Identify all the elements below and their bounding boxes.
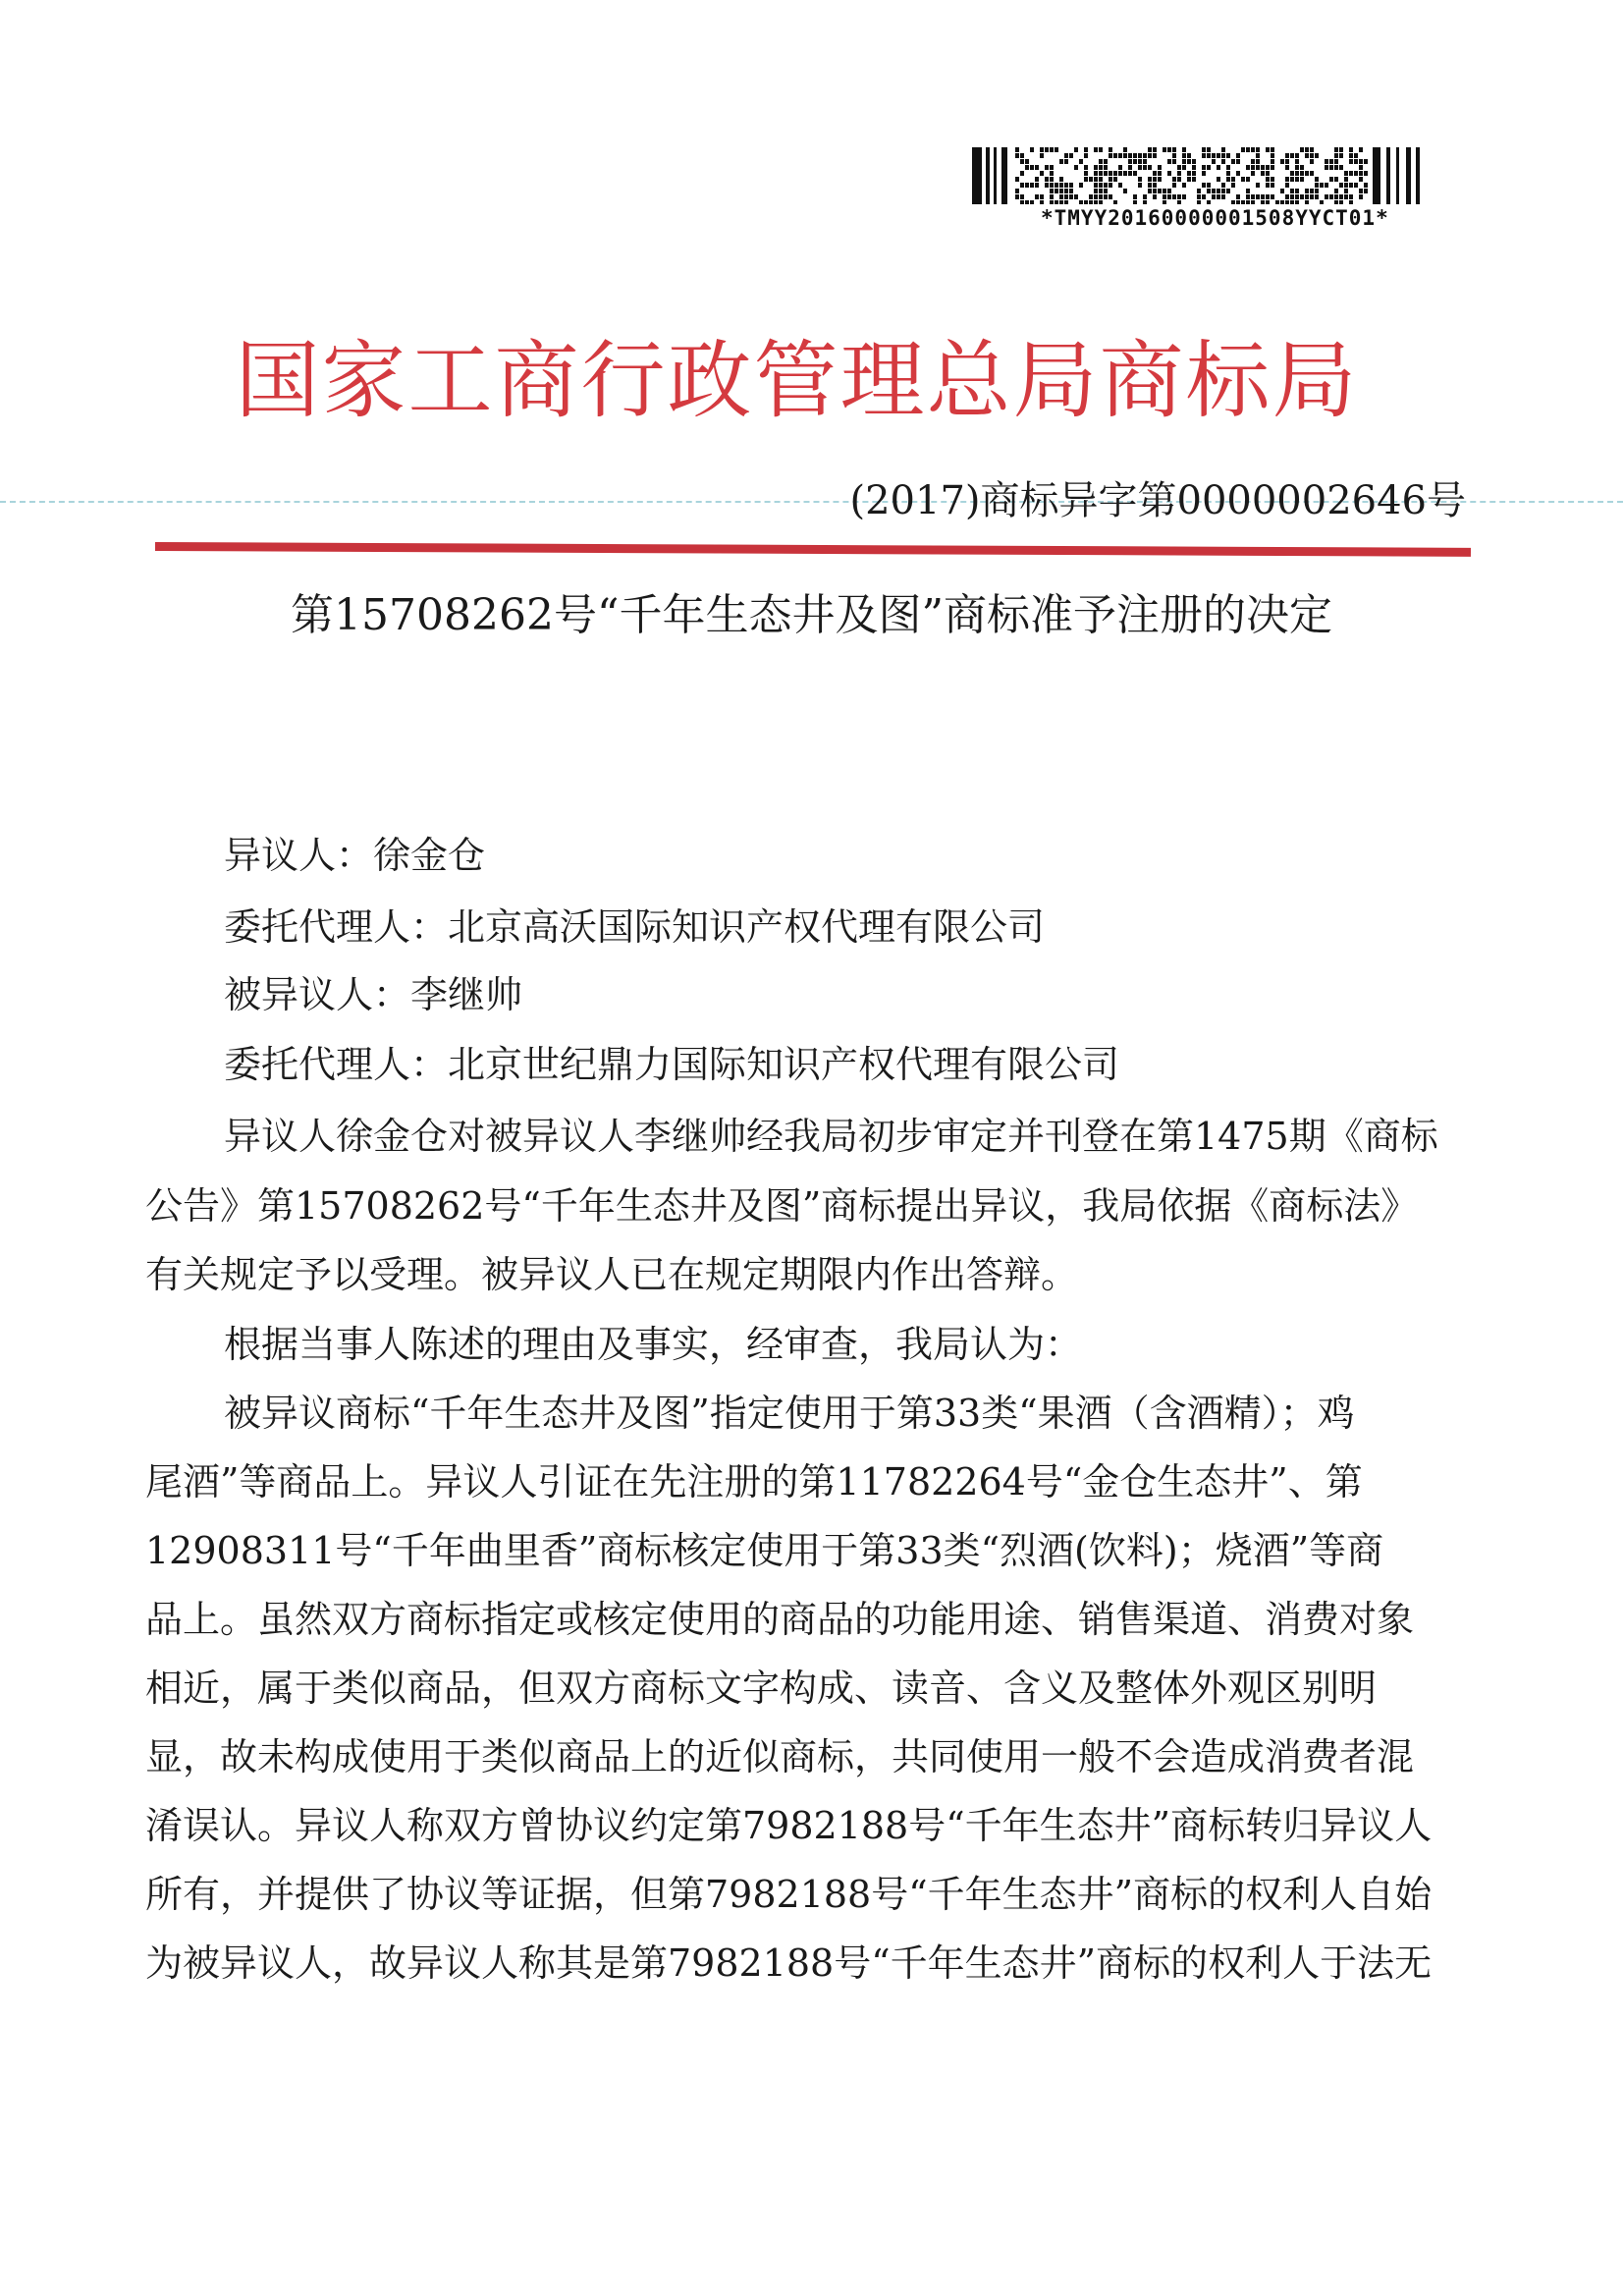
body-line: 尾酒”等商品上。异议人引证在先注册的第11782264号“金仓生态井”、第: [145, 1460, 1363, 1503]
body-line: 为被异议人，故异议人称其是第7982188号“千年生态井”商标的权利人于法无: [145, 1941, 1433, 1985]
body-line: 淆误认。异议人称双方曾协议约定第7982188号“千年生态井”商标转归异议人: [145, 1804, 1433, 1847]
body-line: 相近，属于类似商品，但双方商标文字构成、读音、含义及整体外观区别明: [145, 1667, 1378, 1710]
barcode-number: *TMYY20160000001508YYCT01*: [1041, 206, 1389, 230]
red-rule: [155, 542, 1471, 557]
body-line: 异议人徐金仓对被异议人李继帅经我局初步审定并刊登在第1475期《商标: [224, 1115, 1438, 1158]
party-value: 北京高沃国际知识产权代理有限公司: [448, 905, 1046, 949]
party-value: 北京世纪鼎力国际知识产权代理有限公司: [448, 1043, 1120, 1086]
party-value: 徐金仓: [373, 834, 486, 877]
body-line: 根据当事人陈述的理由及事实，经审查，我局认为：: [224, 1323, 1083, 1366]
party-label: 异议人：: [224, 834, 374, 877]
body-line: 所有，并提供了协议等证据，但第7982188号“千年生态井”商标的权利人自始: [145, 1873, 1433, 1916]
party-label: 被异议人：: [224, 973, 411, 1016]
party-label: 委托代理人：: [224, 905, 449, 949]
body-line: 被异议商标“千年生态井及图”指定使用于第33类“果酒（含酒精）；鸡: [224, 1392, 1355, 1435]
body-line: 12908311号“千年曲里香”商标核定使用于第33类“烈酒(饮料)；烧酒”等商: [145, 1529, 1384, 1572]
party-opposer: [224, 825, 485, 879]
party-value: 李继帅: [410, 973, 523, 1016]
party-opposed-agent: [224, 1034, 1119, 1088]
body-line: 公告》第15708262号“千年生态井及图”商标提出异议，我局依据《商标法》: [145, 1184, 1419, 1228]
body-line: 有关规定予以受理。被异议人已在规定期限内作出答辩。: [145, 1253, 1079, 1296]
body-line: 品上。虽然双方商标指定或核定使用的商品的功能用途、销售渠道、消费对象: [145, 1598, 1415, 1641]
barcode-graphic: [972, 147, 1424, 204]
decision-title: 第15708262号“千年生态井及图”商标准予注册的决定: [291, 590, 1332, 640]
agency-title: 国家工商行政管理总局商标局: [235, 332, 1359, 430]
barcode: [972, 147, 1424, 236]
party-label: 委托代理人：: [224, 1043, 449, 1086]
party-opposed: [224, 964, 522, 1018]
document-number: (2017)商标异字第0000002646号: [849, 478, 1466, 523]
party-opposer-agent: [224, 897, 1045, 951]
body-line: 显，故未构成使用于类似商品上的近似商标，共同使用一般不会造成消费者混: [145, 1735, 1415, 1778]
